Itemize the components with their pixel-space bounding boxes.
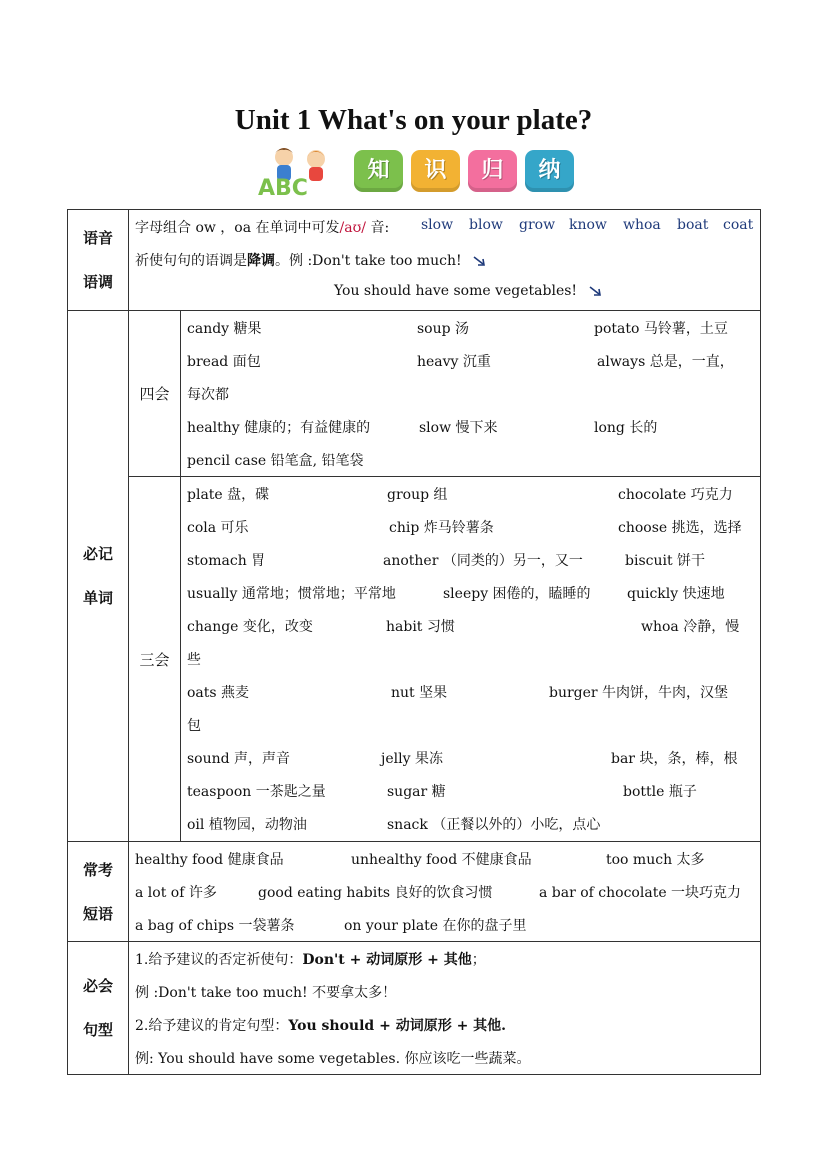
- vocab-item: bottle 瓶子: [623, 784, 697, 800]
- vocab-item: long 长的: [594, 420, 658, 436]
- vocab-item: usually 通常地；惯常地；平常地: [187, 586, 396, 602]
- vocab-item: group 组: [387, 487, 448, 503]
- vocab-item: plate 盘，碟: [187, 487, 270, 503]
- summary-table: [67, 209, 761, 1075]
- vocab-item: jelly 果冻: [381, 751, 443, 767]
- vocab-item: potato 马铃薯，土豆: [594, 321, 728, 337]
- vocab-item-wrap: 包: [187, 718, 201, 734]
- phrase-item: good eating habits 良好的饮食习惯: [258, 885, 493, 901]
- word-know: know: [569, 217, 607, 233]
- vocab-item: candy 糖果: [187, 321, 262, 337]
- phrase-item: a bar of chocolate 一块巧克力: [539, 885, 742, 901]
- vocab-item: whoa 冷静，慢: [641, 619, 740, 635]
- intonation-example: You should have some vegetables!: [334, 283, 602, 299]
- vocab-item: always 总是，一直，: [597, 354, 734, 370]
- phrases-content: [129, 842, 761, 942]
- vocab-item: pencil case 铅笔盒, 铅笔袋: [187, 453, 364, 469]
- falling-arrow-icon: [588, 284, 602, 298]
- vocab-item: habit 习惯: [386, 619, 455, 635]
- sentence-example-1: 例 :Don't take too much! 不要拿太多！: [135, 985, 397, 1001]
- vocab-item: quickly 快速地: [627, 586, 725, 602]
- phonics-row: [68, 210, 761, 311]
- vocab-item: soup 汤: [417, 321, 470, 337]
- vocab-header: 必记 单词: [68, 311, 129, 842]
- phonics-header: 语音 语调: [68, 210, 129, 311]
- phrases-header: 常考 短语: [68, 842, 129, 942]
- phrases-row: [68, 842, 761, 942]
- three-skill-label: 三会: [129, 477, 181, 842]
- vocab-item: sleepy 困倦的，瞌睡的: [443, 586, 591, 602]
- four-skill-label: 四会: [129, 311, 181, 477]
- phrase-item: a bag of chips 一袋薯条: [135, 918, 295, 934]
- intonation-rule: 祈使句句的语调是降调。例 :Don't take too much!: [135, 250, 486, 270]
- vocab-item: burger 牛肉饼，牛肉，汉堡: [549, 685, 729, 701]
- badge-shi: 识: [411, 150, 460, 192]
- vocab-item: healthy 健康的；有益健康的: [187, 420, 371, 436]
- vocab-item: sugar 糖: [387, 784, 446, 800]
- vocab-three-row: [68, 477, 761, 842]
- sentences-row: [68, 942, 761, 1075]
- vocab-item: stomach 胃: [187, 553, 266, 569]
- vocab-item: oil 植物园，动物油: [187, 817, 307, 833]
- word-coat: coat: [723, 217, 754, 233]
- badge-na: 纳: [525, 150, 574, 192]
- vocab-item-wrap: 每次都: [187, 387, 229, 403]
- vocab-four-row: [68, 311, 761, 477]
- page-title: Unit 1 What's on your plate?: [234, 104, 593, 136]
- vocab-item: change 变化，改变: [187, 619, 313, 635]
- vocab-item: choose 挑选，选择: [618, 520, 742, 536]
- vocab-item-wrap: 些: [187, 652, 201, 668]
- vocab-item: sound 声，声音: [187, 751, 291, 767]
- word-grow: grow: [519, 217, 556, 233]
- children-abc-illustration: [254, 143, 354, 199]
- vocab-item: bar 块，条，棒，根: [611, 751, 738, 767]
- sentences-content: [129, 942, 761, 1075]
- sentences-header: 必会 句型: [68, 942, 129, 1075]
- word-blow: blow: [469, 217, 503, 233]
- vocab-item: teaspoon 一茶匙之量: [187, 784, 326, 800]
- phrase-item: too much 太多: [606, 852, 705, 868]
- vocab-item: chocolate 巧克力: [618, 487, 733, 503]
- vocab-item: nut 坚果: [391, 685, 448, 701]
- vocab-item: cola 可乐: [187, 520, 249, 536]
- three-skill-words: [181, 477, 761, 842]
- badge-zhi: 知: [354, 150, 403, 192]
- vocab-item: heavy 沉重: [417, 354, 491, 370]
- vocab-item: chip 炸马铃薯条: [389, 520, 494, 536]
- phrase-item: healthy food 健康食品: [135, 852, 284, 868]
- sentence-example-2: 例: You should have some vegetables. 你应该吃一些蔬菜。: [135, 1051, 531, 1067]
- four-skill-words: [181, 311, 761, 477]
- vocab-item: snack （正餐以外的）小吃，点心: [387, 817, 601, 833]
- vocab-item: bread 面包: [187, 354, 261, 370]
- word-whoa: whoa: [623, 217, 661, 233]
- knowledge-summary-banner: [254, 143, 584, 199]
- vocab-item: oats 燕麦: [187, 685, 250, 701]
- vocab-item: biscuit 饼干: [625, 553, 706, 569]
- sentence-rule-1: 1.给予建议的否定祈使句：Don't + 动词原形 + 其他；: [135, 952, 486, 968]
- sentence-rule-2: 2.给予建议的肯定句型：You should + 动词原形 + 其他.: [135, 1018, 507, 1034]
- badge-gui: 归: [468, 150, 517, 192]
- vocab-item: slow 慢下来: [419, 420, 498, 436]
- falling-arrow-icon: [472, 254, 486, 268]
- phonics-content: [129, 210, 761, 311]
- phrase-item: a lot of 许多: [135, 885, 217, 901]
- phrase-item: unhealthy food 不健康食品: [351, 852, 532, 868]
- vocab-item: another （同类的）另一，又一: [383, 553, 583, 569]
- abc-letters: ABC: [258, 176, 308, 199]
- phrase-item: on your plate 在你的盘子里: [344, 918, 527, 934]
- word-slow: slow: [421, 217, 454, 233]
- phonics-rule: 字母组合 ow ，oa 在单词中可发/aʊ/ 音:: [135, 220, 390, 236]
- word-boat: boat: [677, 217, 709, 233]
